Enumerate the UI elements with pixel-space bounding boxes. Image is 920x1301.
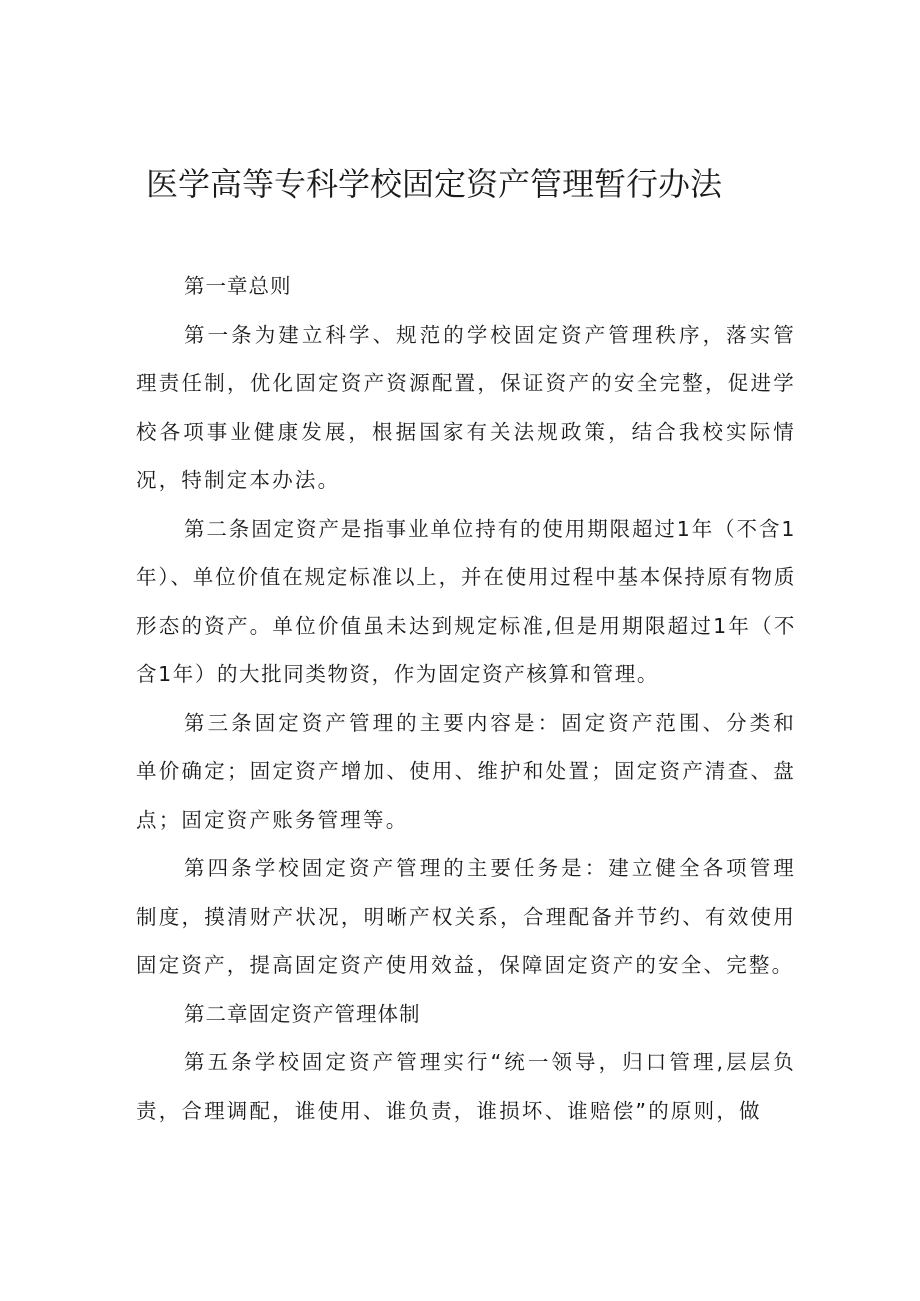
article-3: 第三条固定资产管理的主要内容是：固定资产范围、分类和单价确定；固定资产增加、使用、维护和处置；固定资产清查、盘点；固定资产账务管理等。 bbox=[136, 710, 796, 832]
article-4: 第四条学校固定资产管理的主要任务是：建立健全各项管理制度，摸清财产状况，明晰产权关系，合理配备并节约、有效使用固定资产，提高固定资产使用效益，保障固定资产的安全、完整。 bbox=[136, 856, 796, 977]
article-2: 第二条固定资产是指事业单位持有的使用期限超过1年（不含1年）、单位价值在规定标准以上，并在使用过程中基本保持原有物质形态的资产。单位价值虽未达到规定标准,但是用期限超过1年（不含1年）的大批同类物资，作为固定资产核算和管理。 bbox=[136, 516, 796, 686]
article-5: 第五条学校固定资产管理实行“统一领导，归口管理,层层负责，合理调配，谁使用、谁负责，谁损坏、谁赔偿”的原则，做 bbox=[136, 1050, 796, 1123]
chapter-heading-general: 第一章总则 bbox=[184, 274, 292, 298]
document-body bbox=[136, 262, 796, 1135]
document-title: 医学高等专科学校固定资产管理暂行办法 bbox=[146, 165, 723, 203]
article-1: 第一条为建立科学、规范的学校固定资产管理秩序，落实管理责任制，优化固定资产资源配置，保证资产的安全完整，促进学校各项事业健康发展，根据国家有关法规政策，结合我校实际情况，特制定本办法。 bbox=[136, 322, 796, 492]
chapter-heading-management-system: 第二章固定资产管理体制 bbox=[184, 1001, 421, 1026]
